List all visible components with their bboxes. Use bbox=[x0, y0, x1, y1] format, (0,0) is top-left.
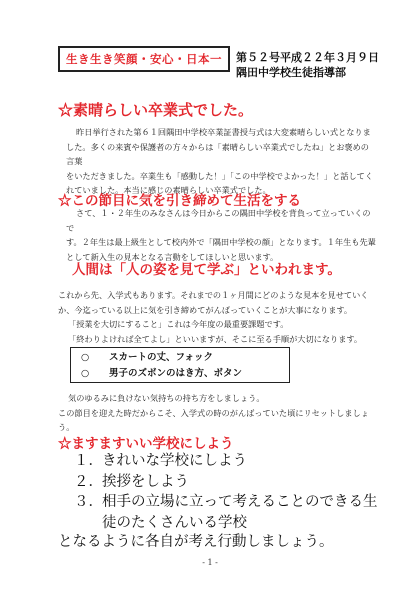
section2-line: す。２年生は最上級生として校内外で「隅田中学校の顔」となります。１年生も先輩 bbox=[66, 237, 376, 247]
checklist-item bbox=[81, 350, 289, 366]
goal-text: 相手の立場に立って考えることのできる生 bbox=[102, 494, 378, 510]
section3-after-line: 気のゆるみに負けない気持ちの持ち方をしましょう。 bbox=[68, 393, 265, 403]
section1-body bbox=[66, 125, 376, 198]
section2-body bbox=[66, 206, 376, 264]
section3-body bbox=[58, 288, 376, 346]
section3-line: 「終わりよければ全てよし」といいますが、そこに至る手順が大切になります。 bbox=[68, 333, 363, 344]
publisher: 隅田中学校生徒指導部 bbox=[236, 66, 346, 79]
goal-item bbox=[74, 472, 378, 493]
goal-number: ２． bbox=[74, 473, 103, 490]
section1-line: をいただきました。卒業生も「感動した！」「この中学校でよかった！」と話してく bbox=[66, 170, 374, 181]
section3-line: これから先、入学式もあります。それまでの１ヶ月間にどのような見本を見せていく bbox=[58, 290, 369, 300]
circle-mark-icon: ○ bbox=[81, 368, 90, 379]
closing-statement: となるように各自が考え行動しましょう。 bbox=[58, 534, 334, 550]
issue-number-date: 第５２号平成２２年３月９日 bbox=[236, 51, 379, 64]
goal-number: ３． bbox=[74, 494, 103, 510]
section1-heading: ☆素晴らしい卒業式でした。 bbox=[58, 101, 254, 119]
goals-list bbox=[74, 451, 378, 533]
goal-item bbox=[74, 451, 378, 472]
section1-line: した。多くの来賓や保護者の方々からは「素晴らしい卒業式でしたね」とお褒めの言葉 bbox=[66, 141, 369, 166]
section3-line: か、今迄っている以上に気を引き締めてがんばっていくことが大事になります。 bbox=[58, 304, 353, 315]
section1-line: れていました。本当に感じの素晴らしい卒業式でした。 bbox=[66, 185, 271, 195]
section3-after-line: う。 bbox=[58, 422, 75, 432]
section3-after-line: この節目を迎えた時だからこそ、入学式の時のがんばっていた頃にリセットしましょ bbox=[58, 407, 369, 418]
section3-after-body bbox=[58, 391, 376, 435]
section2-heading: ☆この節目に気を引き締めて生活をする bbox=[58, 193, 301, 209]
page-number: - 1 - bbox=[202, 558, 218, 567]
checklist-item bbox=[81, 366, 289, 382]
issue-info bbox=[236, 50, 379, 80]
section1-line: 昨日挙行された第６１回隅田中学校卒業証書授与式は大変素晴らしい式となりま bbox=[76, 127, 371, 137]
section4-heading: ☆ますますいい学校にしよう bbox=[58, 436, 234, 452]
goal-number: １． bbox=[74, 453, 103, 469]
section3-line: 「授業を大切にすること」これは今年度の最重要課題です。 bbox=[68, 319, 289, 329]
section3-heading: 人間は「人の姿を見て学ぶ」といわれます。 bbox=[72, 262, 341, 278]
section2-line: として新入生の見本となる言動をしてほしいと思います。 bbox=[66, 251, 279, 262]
circle-mark-icon: ○ bbox=[81, 352, 90, 363]
goal-text: きれいな学校にしよう bbox=[102, 453, 247, 469]
checklist-text: スカートの丈、フォック bbox=[109, 352, 214, 363]
checklist-text: 男子のズボンのはき方、ボタン bbox=[109, 368, 243, 379]
goal-text: 挨拶をしよう bbox=[102, 473, 189, 490]
uniform-checklist-box bbox=[70, 347, 290, 383]
goal-item bbox=[74, 492, 378, 513]
goal-item-continuation: 徒のたくさんいる学校 bbox=[102, 514, 247, 531]
section2-line: さて、１・２年生のみなさんは今日からこの隅田中学校を背負って立っていくので bbox=[66, 208, 371, 233]
slogan-banner: 生き生き笑顔・安心・日本一 bbox=[58, 46, 230, 72]
